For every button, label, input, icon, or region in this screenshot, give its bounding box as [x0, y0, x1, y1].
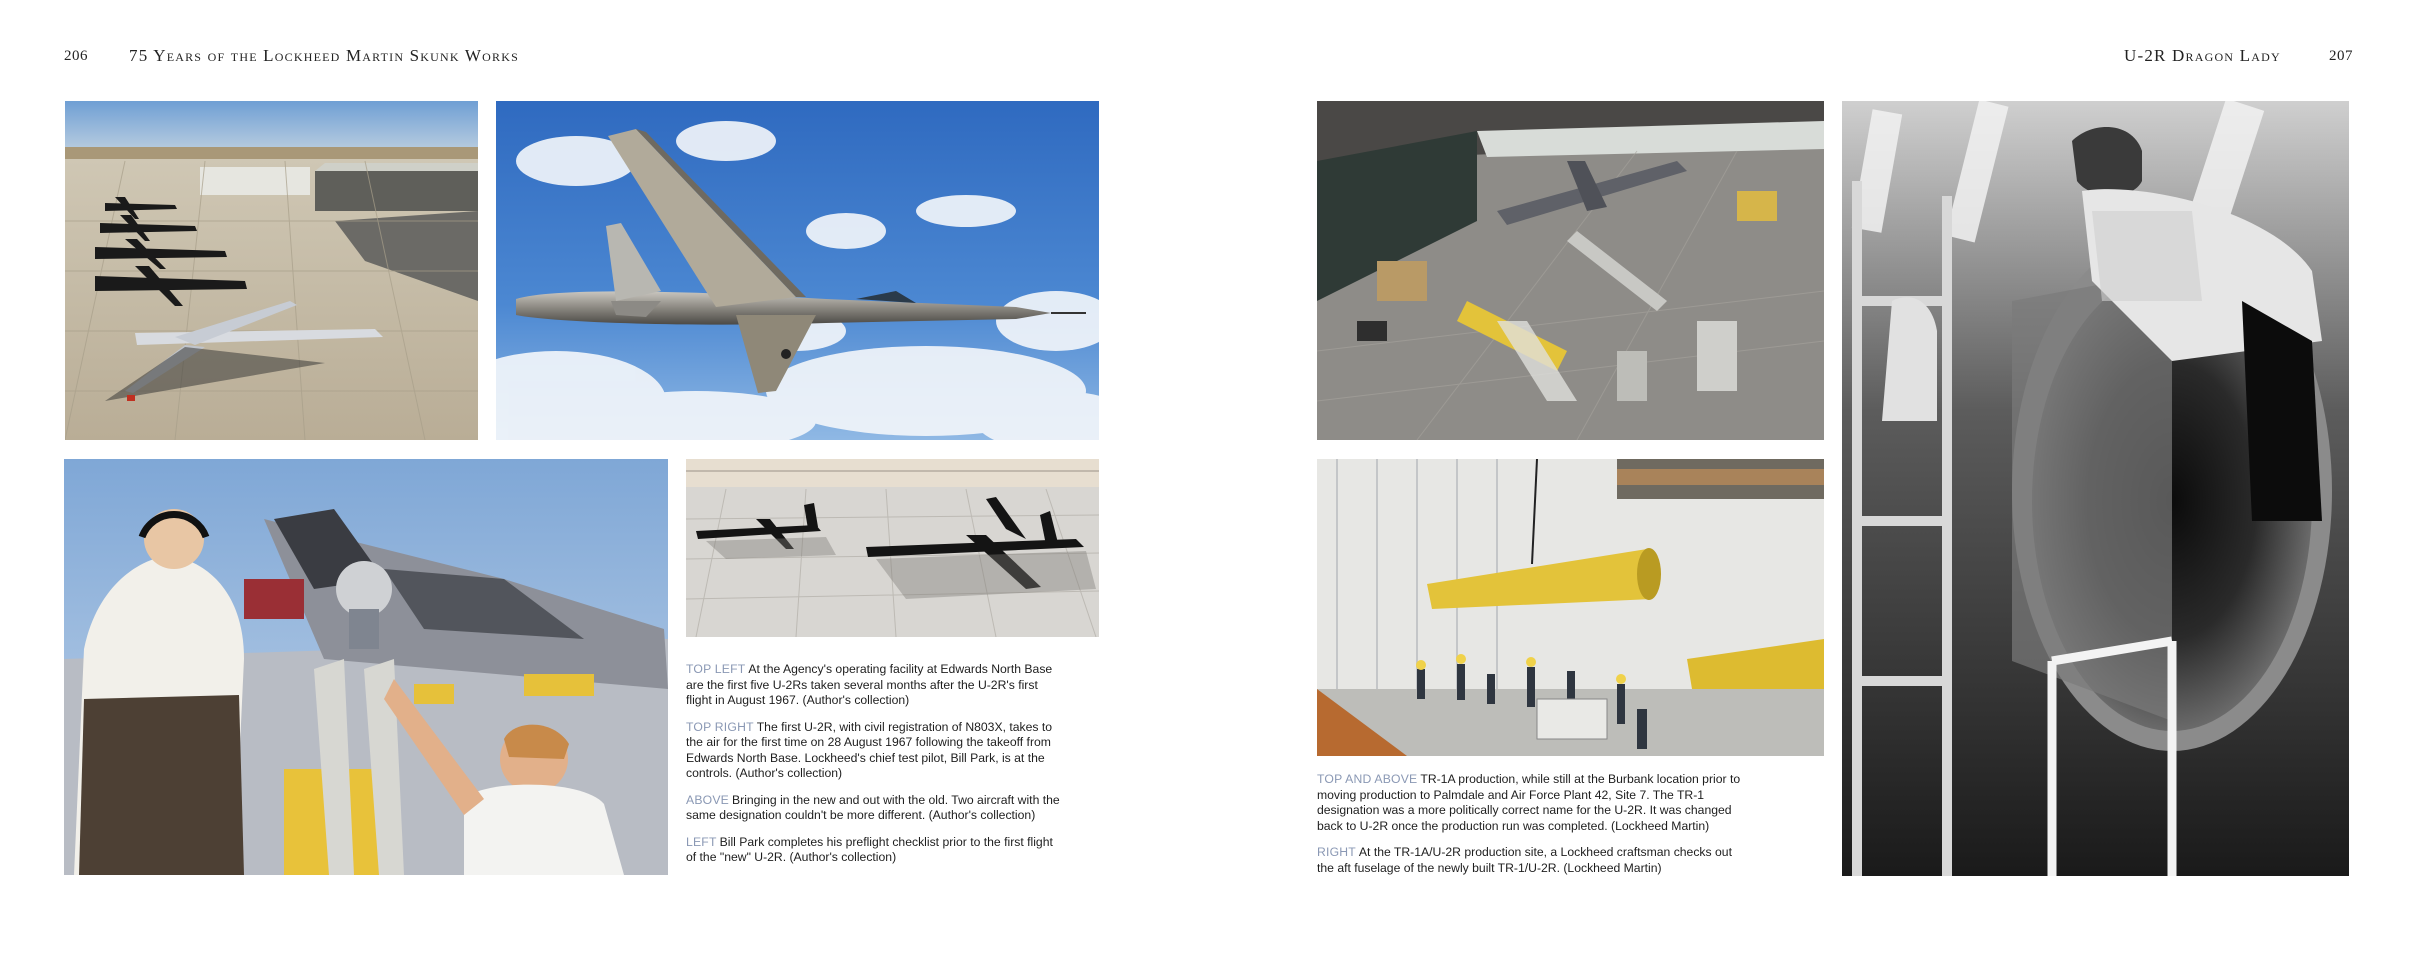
photo-two-u2-aircraft: [686, 459, 1099, 637]
photo-craftsman-aft-fuselage: [1842, 101, 2349, 876]
right-running-head: U-2R Dragon Lady: [2124, 46, 2281, 65]
caption-label: TOP RIGHT: [686, 719, 754, 734]
caption-top-left: [686, 662, 1066, 709]
captions-right: [1317, 772, 1747, 887]
caption-text: TR-1A production, while still at the Burbank location prior to moving production to Palmdale and Air Force Plant 42, Site 7. The TR-1 designation was a more politically correct name for the U-2R. It was changed back to U-2R once the production run was completed. (Lockheed Martin): [1317, 772, 1741, 833]
caption-text: Bill Park completes his preflight checklist prior to the first flight of the "new" U-2R. (Author's collection): [686, 834, 1053, 864]
caption-left: [686, 835, 1066, 866]
caption-label: ABOVE: [686, 792, 729, 807]
caption-label: LEFT: [686, 834, 717, 849]
caption-right: [1317, 845, 1747, 876]
caption-above: [686, 793, 1066, 824]
caption-top-right: [686, 720, 1066, 782]
right-folio: 207: [2329, 48, 2353, 64]
caption-text: At the TR-1A/U-2R production site, a Lockheed craftsman checks out the aft fuselage of the newly built TR-1/U-2R. (Lockheed Martin): [1317, 845, 1732, 875]
photo-bill-park-preflight: [64, 459, 668, 875]
caption-label: RIGHT: [1317, 845, 1356, 859]
left-folio: 206: [64, 48, 88, 64]
caption-top-and-above: [1317, 772, 1747, 834]
caption-text: The first U-2R, with civil registration of N803X, takes to the air for the first time on 28 August 1967 following the takeoff from Edwards North Base. Lockheed's chief test pilot, Bill Park, is at the controls. (Author's collection): [686, 719, 1053, 780]
caption-label: TOP AND ABOVE: [1317, 772, 1418, 786]
caption-text: Bringing in the new and out with the old. Two aircraft with the same designation couldn't be more different. (Author's collection): [686, 792, 1060, 822]
left-running-head: 75 Years of the Lockheed Martin Skunk Works: [129, 46, 519, 65]
photo-tr1a-production-overhead: [1317, 101, 1824, 440]
captions-left: [686, 662, 1066, 877]
caption-label: TOP LEFT: [686, 662, 746, 676]
right-page: [1207, 0, 2414, 974]
photo-u2r-lineup: [65, 101, 478, 440]
photo-tr1a-fuselage-crane: [1317, 459, 1824, 756]
photo-u2r-first-flight: [496, 101, 1099, 440]
caption-text: At the Agency's operating facility at Edwards North Base are the first five U-2Rs taken several months after the U-2R's first flight in August 1967. (Author's collection): [686, 662, 1053, 707]
